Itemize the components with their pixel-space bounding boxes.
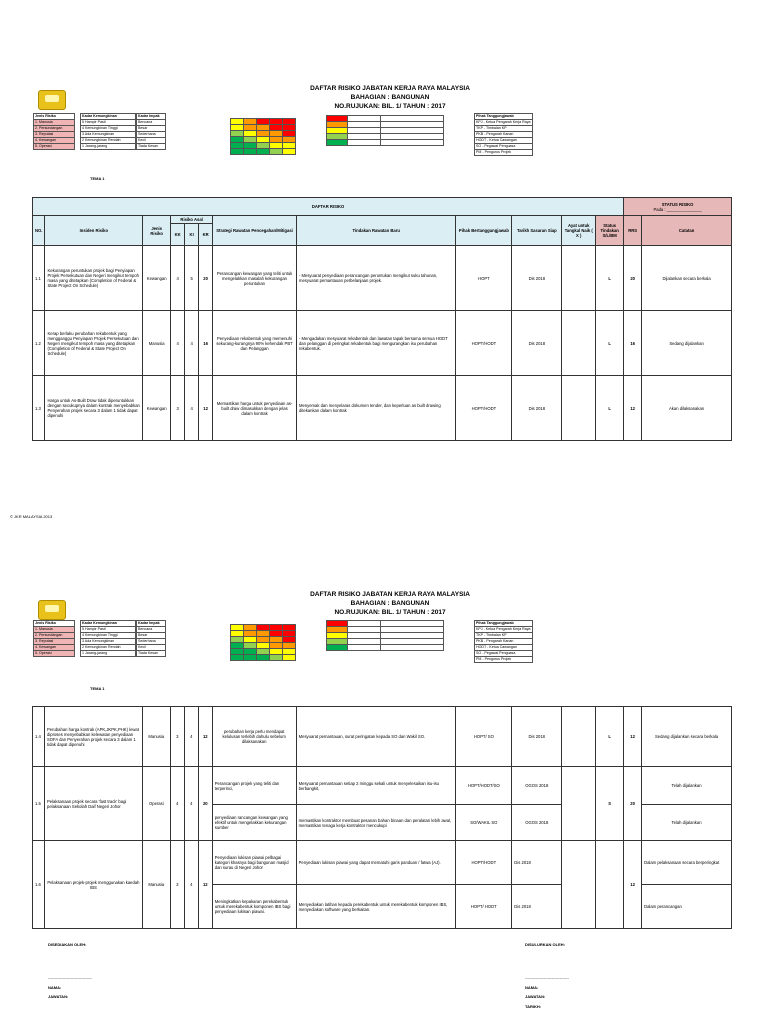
row-status: L	[596, 376, 624, 441]
row-jenis: Kewangan	[143, 376, 171, 441]
row-kr: 12	[198, 707, 212, 767]
tema-label: TEMA 1	[90, 686, 105, 691]
row-strategi: penyediaan rancangan kewangan yang efektif untuk mengelakkan kekurangan sumber	[212, 805, 296, 841]
nama-left: NAMA:	[48, 985, 62, 990]
row-strategi: perubahan kerja perlu mendapat kelulusan terlebih dahulu sebelum dilaksanakan	[212, 707, 296, 767]
legend-pihak-item: SO - Pegawai Penguasa	[475, 144, 533, 150]
legend-pihak-item: PKB - Pengarah Kanan	[475, 132, 533, 138]
row-tarikh: Dis 2018	[512, 376, 562, 441]
row-tarikh: OGOS 2018	[512, 767, 562, 805]
legend-impak-item: Sederhana	[137, 639, 166, 645]
row-pihak: HOPT/HODT	[456, 376, 512, 441]
legend-pihak-item: PM - Pengurus Projek	[475, 657, 533, 663]
legend-jenis-item: 2. Persundangan	[34, 633, 75, 639]
row-ki: 4	[184, 707, 198, 767]
row-tindakan: - Mengadakan mesyuarat rekabentuk dan lawatan tapak bersama semua HODT dan pelanggan di peringkat rekabentuk bagi mengurangkan isu perubahan rekabentuk.	[296, 311, 456, 376]
row-status: L	[596, 707, 624, 767]
legend-jenis	[33, 620, 75, 657]
legend-kadar-item: 4 Kemungkinan Tinggi	[81, 126, 136, 132]
doc-title	[250, 590, 530, 617]
row-catatan: Sedang dijalankan secara berkala	[642, 707, 732, 767]
row-catatan: Dijalankan secara berkala	[642, 246, 732, 311]
row-tindakan: Mesyuarat pemantauan setiap 2 minggu sekali untuk menyelesaikan isu-isu berbangkit,	[296, 767, 456, 805]
legend-pihak-title: Pihak Tanggungjawab	[475, 114, 533, 120]
legend-jenis-title: Jenis Risiko	[34, 621, 75, 627]
row-jenis: Manusia	[142, 841, 170, 929]
legend-pihak-item: PKB - Pengarah Kanan	[475, 639, 533, 645]
copyright: © JKR MALAYSIA 2013	[10, 514, 53, 519]
row-jenis: Kewangan	[143, 246, 171, 311]
row-catatan: Telah dijalankan	[642, 805, 732, 841]
row-strategi: Meningkatkan kepakaran perekabentuk untuk merekabentuk komponen IBS bagi penyediaan lukisan piawai.	[212, 885, 296, 929]
legend-kadar	[80, 113, 136, 150]
legend-jenis-item: 5. Operasi	[34, 651, 75, 657]
row-ki: 4	[185, 311, 199, 376]
legend-impak-item: Sederhana	[137, 132, 166, 138]
table-row	[33, 841, 732, 885]
legend-jenis	[33, 113, 75, 150]
legend-kadar-item: 5 Hampir Pasti	[81, 627, 136, 633]
title-line-3: NO.RUJUKAN: BIL. 1/ TAHUN : 2017	[334, 609, 446, 616]
risk-table-page-2	[32, 706, 732, 929]
row-pihak: HOPT	[456, 246, 512, 311]
legend-pihak-item: TKP - Timbalan KP	[475, 633, 533, 639]
risk-table-page-1	[32, 197, 732, 441]
risk-matrix	[230, 624, 296, 661]
legend-pihak-title: Pihak Tanggungjawab	[475, 621, 533, 627]
row-tindakan: - Mesyuarat penyediaan perancangan peruntukan mengikut suku tahunan, mesyuarat pemantauan perbelanjaan projek.	[296, 246, 456, 311]
legend-kadar-item: 3 Ada Kemungkinan	[81, 132, 136, 138]
row-ki: 5	[185, 246, 199, 311]
row-pihak: SO/WAKIL SO	[456, 805, 512, 841]
legend-impak-item: Kecil	[137, 645, 166, 651]
legend-impak-item: Tiada Kesan	[137, 651, 166, 657]
row-status: L	[596, 246, 624, 311]
row-kk: 4	[171, 246, 185, 311]
legend-jenis-item: 3. Reputasi	[34, 132, 75, 138]
row-kr: 12	[198, 841, 212, 929]
row-kr: 16	[199, 311, 213, 376]
row-catatan: Sedang dijalankan	[642, 311, 732, 376]
doc-title	[250, 84, 530, 111]
status-risiko-label: STATUS RISIKO	[661, 201, 694, 207]
header-insiden: Insiden Risiko	[45, 216, 143, 246]
row-status: S	[596, 767, 624, 841]
row-rrs: 12	[624, 841, 642, 929]
row-status	[596, 841, 624, 929]
legend-kadar-item: 3 Ada Kemungkinan	[81, 639, 136, 645]
row-no: 1.3	[33, 376, 45, 441]
legend-jenis-item: 1. Manusia	[34, 120, 75, 126]
row-tarikh: Dis 2018	[512, 246, 562, 311]
legend-jenis-item: 2. Persundangan	[34, 126, 75, 132]
legend-kadar-item: 4 Kemungkinan Tinggi	[81, 633, 136, 639]
legend-jenis-item: 4. Kewangan	[34, 645, 75, 651]
legend-impak-item: Tiada Kesan	[137, 144, 166, 150]
legend-kadar-item: 2 Kemungkinan Rendah	[81, 645, 136, 651]
legend-kadar-item: 2 Kemungkinan Rendah	[81, 138, 136, 144]
row-rrs: 12	[624, 376, 642, 441]
row-jenis: Manusia	[142, 707, 170, 767]
row-no: 1.5	[33, 767, 45, 841]
header-ki: KI	[185, 224, 199, 246]
legend-pihak-item: HODT - Ketua Cawangan	[475, 138, 533, 144]
row-tarikh: Dis 2018	[512, 311, 562, 376]
legend-impak-item: Kecil	[137, 138, 166, 144]
jkr-logo	[38, 90, 66, 110]
row-kk: 4	[171, 311, 185, 376]
legend-pihak-item: SO - Pegawai Penguasa	[475, 651, 533, 657]
row-strategi: Memastikan harga untuk penyediaan as-built draw dimasukkan dengan jelas dalam kontrak	[213, 376, 297, 441]
table-row	[33, 376, 732, 441]
jawatan-right: JAWATAN:	[525, 994, 546, 999]
legend-kadar-title: Kadar Kemungkinan	[81, 621, 136, 627]
row-catatan: Akan dilaksanakan	[642, 376, 732, 441]
title-line-1: DAFTAR RISIKO JABATAN KERJA RAYA MALAYSIA	[310, 85, 470, 92]
header-ayat: Ayat untuk Tangkal Naik ( X )	[562, 216, 596, 246]
header-risiko-asal: Risiko Asal	[171, 216, 213, 224]
row-kk: 3	[170, 707, 184, 767]
page-2	[0, 520, 768, 1024]
row-strategi: Penyediaan rekabentuk yang memenuhi sekurang-kurangnya 90% kehendak PBT dan Pelanggan	[213, 311, 297, 376]
legend-pihak-item: KPJ - Ketua Pengarah Kerja Raya	[476, 627, 531, 631]
legend-pihak-item: PM - Pengurus Projek	[475, 150, 533, 156]
row-rrs: 20	[624, 246, 642, 311]
header-status-tindakan: Status Tindakan S/L/BM	[596, 216, 624, 246]
legend-impak-item: Bencana	[137, 627, 166, 633]
table-row	[33, 246, 732, 311]
legend-jenis-title: Jenis Risiko	[34, 114, 75, 120]
row-kk: 3	[170, 841, 184, 929]
legend-impak	[136, 620, 166, 657]
legend-jenis-item: 5. Operasi	[34, 144, 75, 150]
row-insiden: Pelaksanaan projek-projek menggunakan kaedah IBS	[44, 841, 142, 929]
legend-pihak-item: KPJ - Ketua Pengarah Kerja Raya	[476, 120, 531, 124]
row-insiden: Kekurangan peruntukan projek bagi Penyiapan Projek Persekutuan dan Negeri mengikut tempoh masa yang ditetapkan (Completion of Federal & State Project On Schedule)	[45, 246, 143, 311]
header-no: NO.	[33, 216, 45, 246]
row-tarikh: OGOS 2018	[512, 805, 562, 841]
legend-impak	[136, 113, 166, 150]
row-rrs: 20	[624, 767, 642, 841]
header-tindakan: Tindakan Rawatan Baru	[296, 216, 456, 246]
row-ki: 4	[185, 376, 199, 441]
disulurkan-label: DISULURKAN OLEH:	[525, 942, 565, 947]
row-kk: 4	[170, 767, 184, 841]
row-tindakan: memastikan kontraktor membuat pesanan bahan binaan dan peralatan lebih awal, memastikan tenaga kerja kontraktor mencukupi	[296, 805, 456, 841]
title-line-2: BAHAGIAN : BANGUNAN	[350, 94, 430, 101]
legend-kadar-item: 1 Jarang-jarang	[81, 651, 136, 657]
risk-matrix	[230, 118, 296, 155]
legend-pihak	[474, 113, 533, 156]
nama-right: NAMA:	[525, 985, 539, 990]
row-rrs: 12	[624, 707, 642, 767]
legend-impak-title: Kadar Impak	[137, 621, 166, 627]
row-insiden: Harga untuk As-Built Draw tidak diperuntukkan dengan secukupnya dalam kontrak menyebabkan Penyerahan projek secara 3 dalam 1 tidak dapat dipenuhi	[45, 376, 143, 441]
row-pihak: HOPT/ SO	[456, 707, 512, 767]
row-tindakan: Menyediakan latihan kepada perekabentuk untuk merekabentuk komponen IBS, menyediakan software yang berkaitan.	[296, 885, 456, 929]
status-pada-label: Pada : _______________	[653, 206, 702, 212]
header-kr: KR	[199, 224, 213, 246]
jawatan-left: JAWATAN:	[48, 994, 69, 999]
row-pihak: HOPT/HODT	[456, 841, 512, 885]
header-kk: KK	[171, 224, 185, 246]
title-line-2: BAHAGIAN : BANGUNAN	[350, 600, 430, 607]
row-kk: 3	[171, 376, 185, 441]
header-tarikh: Tarikh Sasaran Siap	[512, 216, 562, 246]
legend-kadar	[80, 620, 136, 657]
row-kr: 20	[199, 246, 213, 311]
table-row	[33, 707, 732, 767]
row-strategi: Perancangan kewangan yang teliti untuk mengelakkan masalah kekurangan peruntukan	[213, 246, 297, 311]
legend-jenis-item: 3. Reputasi	[34, 639, 75, 645]
row-tarikh: Dis 2018	[512, 841, 562, 885]
legend-pihak-item: TKP - Timbalan KP	[475, 126, 533, 132]
row-status: L	[596, 311, 624, 376]
row-no: 1.1	[33, 246, 45, 311]
table-row	[33, 767, 732, 805]
risk-level-legend	[326, 620, 444, 651]
header-catatan: Catatan	[642, 216, 732, 246]
risk-level-legend	[326, 115, 444, 146]
row-tindakan: Mesyuarat pemantauan, surat peringatan kepada SO dan Wakil SO.	[296, 707, 456, 767]
row-strategi: Penyediaan lukisan piawai pelbagai kategori khasnya bagi bangunan masjid dan surau di Negeri Johor	[212, 841, 296, 885]
legend-impak-title: Kadar Impak	[137, 114, 166, 120]
row-insiden: Kerap berlaku perubahan rekabentuk yang mengganggu Penyiapan Projek Persekutuan dan Negeri mengikut tempoh masa yang ditetapkan (Completion of Federal & State Project On Schedule)	[45, 311, 143, 376]
title-line-1: DAFTAR RISIKO JABATAN KERJA RAYA MALAYSIA	[310, 591, 470, 598]
row-no: 1.4	[33, 707, 45, 767]
signature-line-right: ---------------------------------	[525, 975, 569, 980]
row-tindakan: Penyediaan lukisan piawai yang dapat mematuhi garis panduan / fatwa (AJ).	[296, 841, 456, 885]
row-tarikh: Dis 2018	[512, 707, 562, 767]
row-pihak: HOPT/ HODT	[456, 885, 512, 929]
tarikh-right: TARIKH:	[525, 1004, 542, 1009]
header-strategi: Strategi Rawatan Pencegahan/Mitigasi	[213, 216, 297, 246]
signature-line-left: ---------------------------------	[48, 975, 92, 980]
disediakan-label: DISEDIAKAN OLEH:	[48, 942, 87, 947]
row-catatan: Dalam pelaksanaan secara berperingkat	[642, 841, 732, 885]
header-daftar-risiko: DAFTAR RISIKO	[33, 198, 624, 216]
header-rrs: RRS	[624, 216, 642, 246]
row-pihak: HOPT/HODT	[456, 311, 512, 376]
legend-impak-item: Bencana	[137, 120, 166, 126]
row-jenis: Manusia	[143, 311, 171, 376]
header-status-risiko	[624, 198, 732, 216]
tema-label: TEMA 1	[90, 176, 105, 181]
row-jenis: Operasi	[142, 767, 170, 841]
row-ki: 4	[184, 767, 198, 841]
row-insiden: Pelaksanaan projek secara 'fast track' bagi pelaksanaan Sekolah Daif Negeri Johor	[44, 767, 142, 841]
legend-pihak-item: HODT - Ketua Cawangan	[475, 645, 533, 651]
legend-impak-item: Besar	[137, 633, 166, 639]
row-catatan: Telah dijalankan	[642, 767, 732, 805]
header-jenis: Jenis Risiko	[143, 216, 171, 246]
row-no: 1.2	[33, 311, 45, 376]
legend-pihak	[474, 620, 533, 663]
row-tarikh: Dis 2018	[512, 885, 562, 929]
row-kr: 12	[199, 376, 213, 441]
legend-kadar-title: Kadar Kemungkinan	[81, 114, 136, 120]
header-pihak: Pihak Bertanggungjawab	[456, 216, 512, 246]
row-rrs: 16	[624, 311, 642, 376]
legend-jenis-item: 4. Kewangan	[34, 138, 75, 144]
row-tindakan: Menyemak dan menyelaras dokumen tender, dan keperluan as built drawing ditekankan dalam kontrak	[296, 376, 456, 441]
row-strategi: Perancangan projek yang teliti dan terperinci,	[212, 767, 296, 805]
table-row	[33, 311, 732, 376]
row-catatan: Dalam perancangan	[642, 885, 732, 929]
legend-kadar-item: 5 Hampir Pasti	[81, 120, 136, 126]
title-line-3: NO.RUJUKAN: BIL. 1/ TAHUN : 2017	[334, 103, 446, 110]
row-pihak: HOPT/HODT/SO	[456, 767, 512, 805]
row-insiden: Perubahan harga kontrak (APK,JKPK,PHK) lewat diproses menyebabkan kelewatan penyediaan SOFA dan Penyerahan projek secara 3 dalam 1 tidak dapat dipenuhi	[44, 707, 142, 767]
legend-kadar-item: 1 Jarang-jarang	[81, 144, 136, 150]
row-kr: 20	[198, 767, 212, 841]
legend-jenis-item: 1. Manusia	[34, 627, 75, 633]
jkr-logo	[38, 600, 66, 620]
legend-impak-item: Besar	[137, 126, 166, 132]
row-ki: 4	[184, 841, 198, 929]
row-no: 1.6	[33, 841, 45, 929]
